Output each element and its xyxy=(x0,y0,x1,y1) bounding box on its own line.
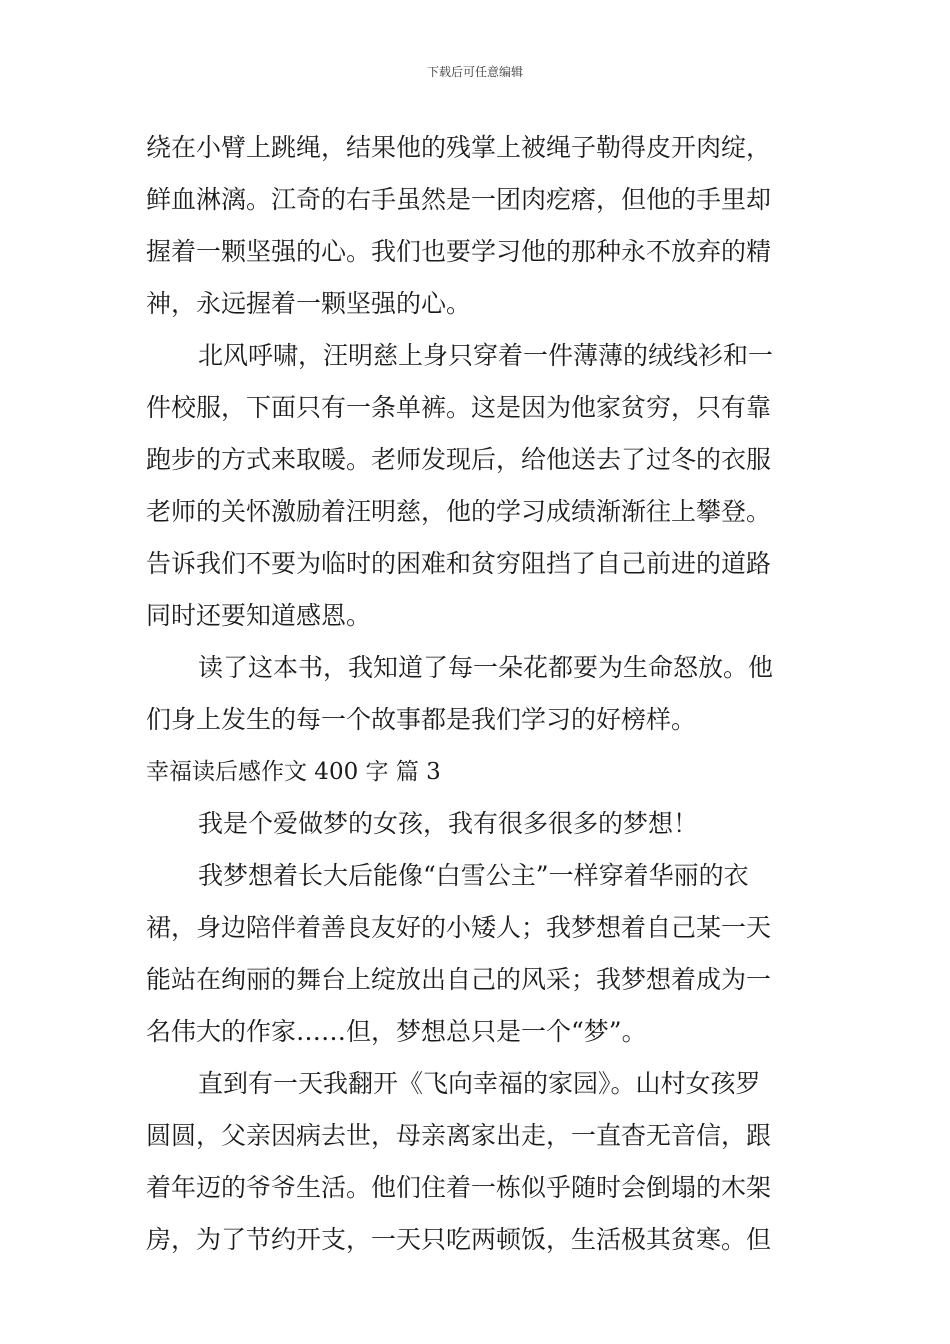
text-line: 房，为了节约开支，一天只吃两顿饭，生活极其贫寒。但 xyxy=(146,1225,772,1254)
text-line: 圆圆，父亲因病去世，母亲离家出走，一直杳无音信，跟 xyxy=(146,1121,772,1150)
text-line: 老师的关怀激励着汪明慈，他的学习成绩渐渐往上攀登。 xyxy=(146,497,772,526)
text-line: 直到有一天我翻开《飞向幸福的家园》。山村女孩罗 xyxy=(198,1069,761,1098)
text-line: 件校服，下面只有一条单裤。这是因为他家贫穷，只有靠 xyxy=(146,393,772,422)
section-heading: 幸福读后感作文 400 字 篇 3 xyxy=(146,759,441,785)
text-line: 能站在绚丽的舞台上绽放出自己的风采；我梦想着成为一 xyxy=(146,965,772,994)
text-line: 我是个爱做梦的女孩，我有很多很多的梦想！ xyxy=(198,809,699,838)
text-line: 着年迈的爷爷生活。他们住着一栋似乎随时会倒塌的木架 xyxy=(146,1173,772,1202)
text-line: 同时还要知道感恩。 xyxy=(146,601,372,630)
text-line: 们身上发生的每一个故事都是我们学习的好榜样。 xyxy=(146,705,697,734)
page-header: 下载后可任意编辑 xyxy=(426,65,523,79)
text-line: 读了这本书，我知道了每一朵花都要为生命怒放。他 xyxy=(198,653,774,682)
text-line: 名伟大的作家……但，梦想总只是一个“梦”。 xyxy=(146,1017,647,1046)
text-line: 北风呼啸，汪明慈上身只穿着一件薄薄的绒线衫和一 xyxy=(198,341,774,370)
text-line: 裙，身边陪伴着善良友好的小矮人；我梦想着自己某一天 xyxy=(146,913,772,942)
text-line: 跑步的方式来取暖。老师发现后，给他送去了过冬的衣服 xyxy=(146,445,772,474)
document-body xyxy=(146,122,810,1266)
text-line: 鲜血淋漓。江奇的右手虽然是一团肉疙瘩，但他的手里却 xyxy=(146,185,772,214)
text-line: 绕在小臂上跳绳，结果他的残掌上被绳子勒得皮开肉绽， xyxy=(146,133,772,162)
text-line: 告诉我们不要为临时的困难和贫穷阻挡了自己前进的道路 xyxy=(146,549,772,578)
text-line: 我梦想着长大后能像“白雪公主”一样穿着华丽的衣 xyxy=(198,861,749,890)
text-line: 握着一颗坚强的心。我们也要学习他的那种永不放弃的精 xyxy=(146,237,772,266)
text-line: 神，永远握着一颗坚强的心。 xyxy=(146,289,472,318)
